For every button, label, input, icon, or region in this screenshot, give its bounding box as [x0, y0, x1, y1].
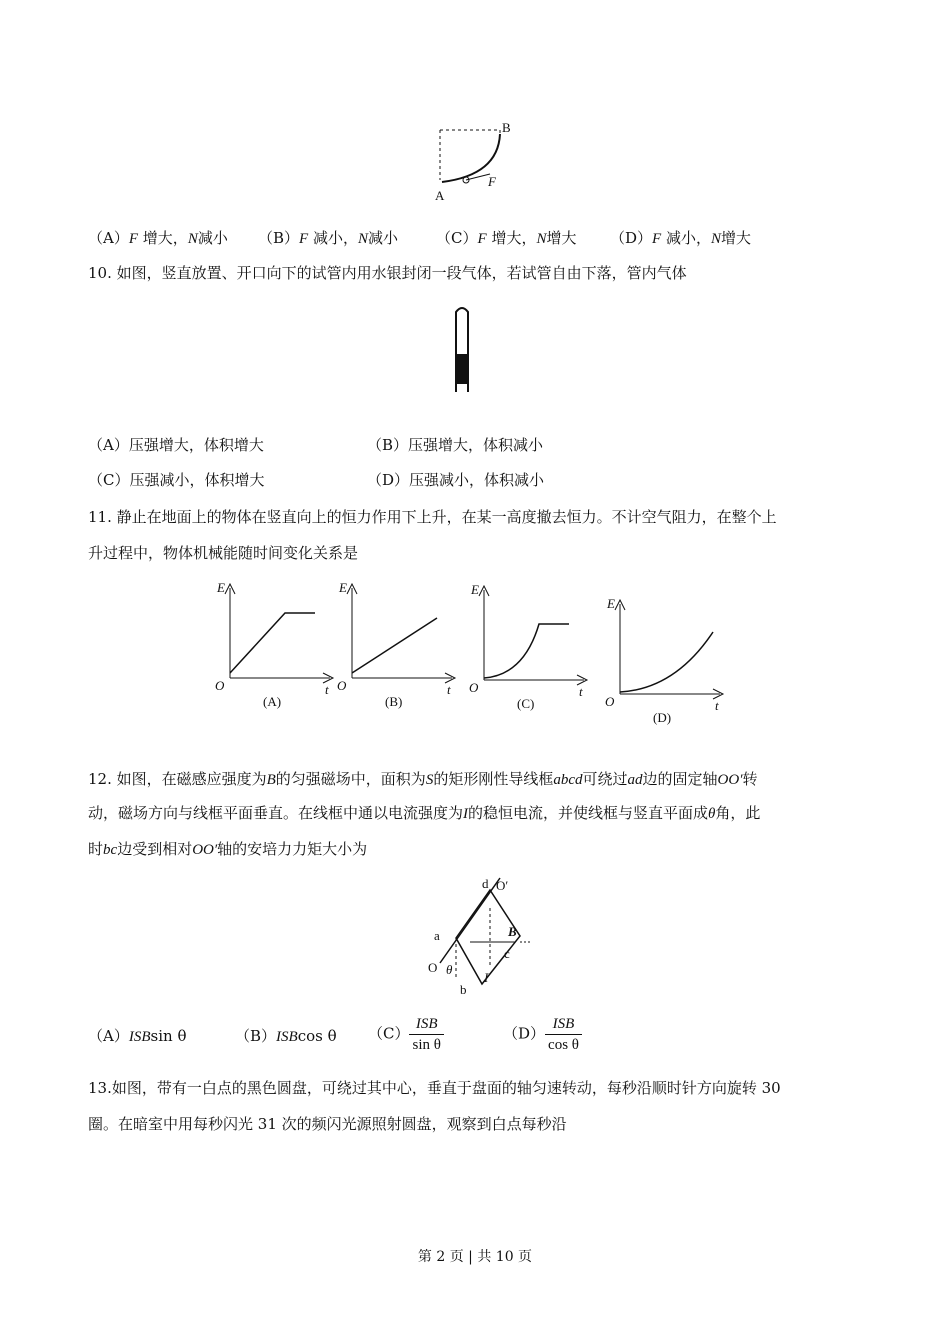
q13-stem-line2: 圈。在暗室中用每秒闪光 31 次的频闪光源照射圆盘，观察到白点每秒沿	[88, 1115, 567, 1133]
svg-text:I: I	[484, 970, 489, 985]
q12-stem-line3: 时bc边受到相对OO′轴的安培力力矩大小为	[88, 840, 368, 858]
test-tube-figure	[452, 304, 472, 396]
svg-text:t: t	[715, 698, 719, 713]
q12-option-a[interactable]: （A）ISBsin θ	[88, 1027, 187, 1045]
fig-label-F: F	[488, 174, 496, 189]
q11-stem-line2: 升过程中，物体机械能随时间变化关系是	[88, 544, 359, 562]
q12-stem-line2: 动，磁场方向与线框平面垂直。在线框中通以电流强度为I的稳恒电流，并使线框与竖直平面成θ角，此	[88, 804, 761, 822]
svg-text:t: t	[325, 682, 329, 697]
fig-label-A: A	[435, 188, 445, 203]
q10-option-a[interactable]: （A）压强增大，体积增大	[88, 436, 264, 454]
graph-a[interactable]	[215, 580, 333, 709]
q10-option-c[interactable]: （C）压强减小，体积增大	[88, 471, 265, 489]
svg-text:(C): (C)	[517, 696, 535, 711]
graph-d[interactable]	[605, 596, 723, 725]
q9-option-a[interactable]: （A）F 增大，N减小	[88, 229, 228, 247]
svg-text:O: O	[605, 694, 615, 709]
svg-text:E: E	[607, 596, 615, 611]
svg-text:E: E	[339, 580, 347, 595]
svg-text:(D): (D)	[653, 710, 672, 725]
q11-graphs	[205, 578, 745, 738]
svg-text:(A): (A)	[263, 694, 282, 709]
svg-text:t: t	[579, 684, 583, 699]
svg-text:O′: O′	[496, 878, 509, 893]
q10-option-d[interactable]: （D）压强减小，体积减小	[367, 471, 545, 489]
svg-text:t: t	[447, 682, 451, 697]
svg-text:O: O	[337, 678, 347, 693]
q9-option-d[interactable]: （D）F 减小，N增大	[610, 229, 752, 247]
q9-figure	[430, 120, 510, 210]
graph-c[interactable]	[469, 582, 587, 711]
q10-option-b[interactable]: （B）压强增大，体积减小	[367, 436, 544, 454]
q12-option-c[interactable]: （C） $\frac{\text{ISB}}{\text{sin θ}}$	[368, 1014, 444, 1055]
graph-b[interactable]	[337, 580, 455, 709]
q10-stem: 10. 如图，竖直放置、开口向下的试管内用水银封闭一段气体，若试管自由下落，管内气体	[88, 264, 687, 282]
q9-option-b[interactable]: （B）F 减小，N减小	[258, 229, 399, 247]
svg-text:O: O	[215, 678, 225, 693]
svg-text:O: O	[469, 680, 479, 695]
q13-stem-line1: 13.如图，带有一白点的黑色圆盘，可绕过其中心，垂直于盘面的轴匀速转动，每秒沿顺时针方向旋转 30	[88, 1079, 781, 1097]
q9-option-c[interactable]: （C）F 增大，N增大	[436, 229, 577, 247]
svg-text:O: O	[428, 960, 438, 975]
svg-text:(B): (B)	[385, 694, 403, 709]
svg-text:d: d	[482, 876, 489, 891]
svg-text:B: B	[508, 924, 517, 939]
q11-stem-line1: 11. 静止在地面上的物体在竖直向上的恒力作用下上升，在某一高度撤去恒力。不计空气阻力，在整个上	[88, 508, 777, 526]
fig-label-B: B	[502, 120, 511, 135]
q12-option-d[interactable]: （D） $\frac{\text{ISB}}{\text{cos θ}}$	[503, 1014, 582, 1055]
svg-text:b: b	[460, 982, 467, 997]
svg-text:E: E	[471, 582, 479, 597]
svg-text:a: a	[434, 928, 440, 943]
svg-text:E: E	[217, 580, 225, 595]
q12-stem-line1: 12. 如图，在磁感应强度为B的匀强磁场中，面积为S的矩形刚性导线框abcd可绕过ad边的固定轴OO′转	[88, 770, 758, 788]
svg-text:c: c	[504, 946, 510, 961]
q12-frame-figure	[420, 868, 540, 998]
svg-text:θ: θ	[446, 962, 453, 977]
page-footer: 第 2 页 | 共 10 页	[417, 1249, 533, 1265]
q12-option-b[interactable]: （B）ISBcos θ	[235, 1027, 337, 1045]
